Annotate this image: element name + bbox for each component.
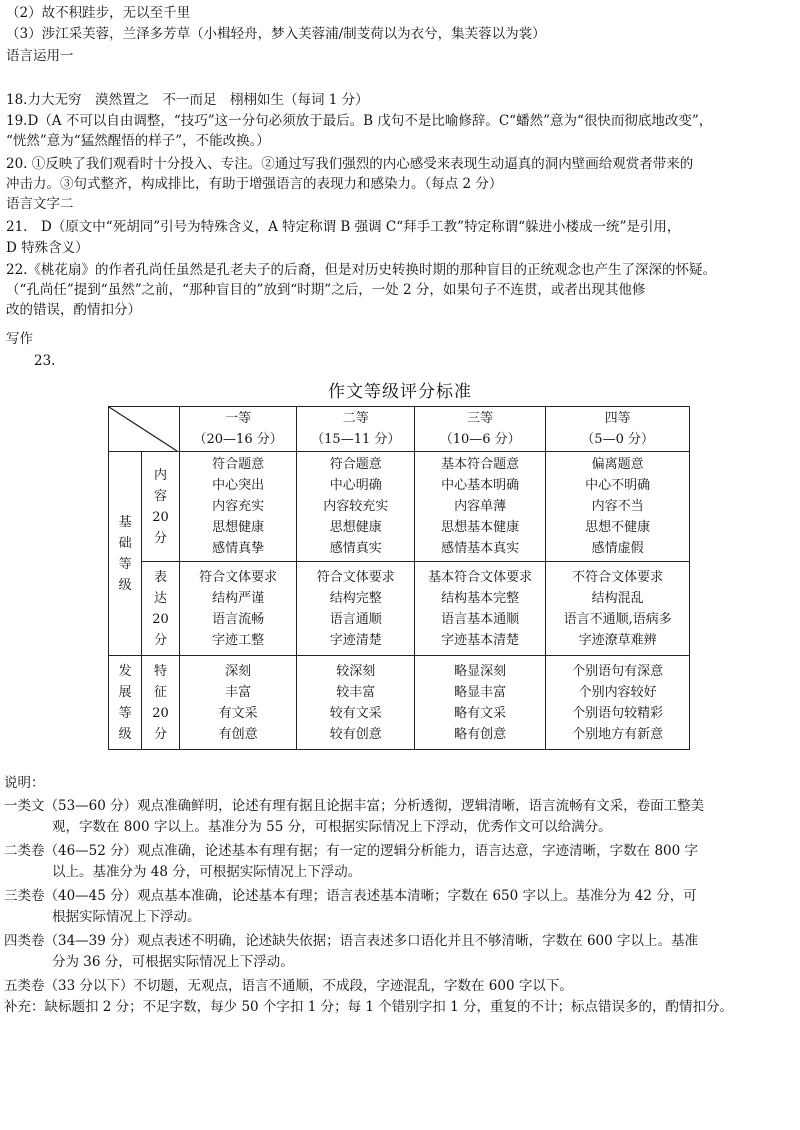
section-heading: 写作 xyxy=(6,331,33,347)
group-label-basic: 基 础 等 级 xyxy=(109,452,142,656)
section-heading: 语言文字二 xyxy=(6,196,74,212)
table-row-expression xyxy=(109,562,690,656)
answer-line: 改的错误，酌情扣分） xyxy=(6,302,141,318)
note-line: 三类卷（40—45 分）观点基本准确，论述基本有理；语言表述基本清晰；字数在 650 字以上。基准分为 42 分，可 xyxy=(4,888,697,904)
answer-line: D 特殊含义） xyxy=(6,240,89,256)
table-header-row xyxy=(109,407,690,452)
answer-line: （2）故不积跬步，无以至千里 xyxy=(6,5,191,21)
diagonal-header-cell xyxy=(109,407,180,452)
note-line: 补充：缺标题扣 2 分；不足字数，每少 50 个字扣 1 分；每 1 个错别字扣 1 分，重复的不计；标点错误多的，酌情扣分。 xyxy=(4,999,733,1015)
note-line: 分为 36 分，可根据实际情况上下浮动。 xyxy=(52,954,294,970)
table-cell: 符合题意 中心突出 内容充实 思想健康 感情真挚 xyxy=(179,452,297,562)
question-number: 23. xyxy=(34,353,56,369)
table-cell: 个别语句有深意 个别内容较好 个别语句较精彩 个别地方有新意 xyxy=(546,656,690,750)
grade-range: （5—0 分） xyxy=(581,432,654,447)
answer-line: 20. ①反映了我们观看时十分投入、专注。②通过写我们强烈的内心感受来表现生动逼真的洞内壁画给观赏者带来的 xyxy=(6,156,694,172)
notes-heading: 说明： xyxy=(4,775,45,791)
note-line: 根据实际情况上下浮动。 xyxy=(52,909,201,925)
grade-header xyxy=(546,407,690,452)
grade-name: 二等 xyxy=(342,411,369,426)
table-cell: 偏离题意 中心不明确 内容不当 思想不健康 感情虚假 xyxy=(546,452,690,562)
grade-name: 四等 xyxy=(604,411,631,426)
grade-range: （10—6 分） xyxy=(439,432,521,447)
grade-header xyxy=(179,407,297,452)
table-cell: 符合文体要求 结构完整 语言通顺 字迹清楚 xyxy=(297,562,415,656)
note-line: 四类卷（34—39 分）观点表述不明确，论述缺失依据；语言表述多口语化并且不够清晰，字数在 600 字以上。基准 xyxy=(4,933,698,949)
grade-range: （15—11 分） xyxy=(311,432,401,447)
answer-line: “恍然”意为“猛然醒悟的样子”，不能改换。） xyxy=(6,133,270,149)
grade-name: 三等 xyxy=(467,411,494,426)
table-cell: 较深刻 较丰富 较有文采 较有创意 xyxy=(297,656,415,750)
answer-line: （3）涉江采芙蓉，兰泽多芳草（小楫轻舟，梦入芙蓉浦/制芰荷以为衣兮，集芙蓉以为裳） xyxy=(6,26,546,42)
grade-header xyxy=(415,407,546,452)
answer-line: 18.力大无穷 漠然置之 不一而足 栩栩如生（每词 1 分） xyxy=(6,92,369,108)
table-row-content xyxy=(109,452,690,562)
answer-line: 19.D（A 不可以自由调整，“技巧”这一分句必须放于最后。B 戊句不是比喻修辞。C“蟠然”意为“很快而彻底地改变”， xyxy=(6,113,713,129)
diagonal-line xyxy=(109,407,177,451)
row-label-expression: 表 达 20 分 xyxy=(142,562,179,656)
grading-table xyxy=(108,406,690,750)
table-cell: 符合文体要求 结构严谨 语言流畅 字迹工整 xyxy=(179,562,297,656)
note-line: 以上。基准分为 48 分，可根据实际情况上下浮动。 xyxy=(52,864,362,880)
grade-range: （20—16 分） xyxy=(193,432,283,447)
table-cell: 符合题意 中心明确 内容较充实 思想健康 感情真实 xyxy=(297,452,415,562)
answer-line: 22.《桃花扇》的作者孔尚任虽然是孔老夫子的后裔，但是对历史转换时期的那种盲目的正统观念也产生了深深的怀疑。 xyxy=(6,262,716,278)
table-cell: 略显深刻 略显丰富 略有文采 略有创意 xyxy=(415,656,546,750)
answer-line: （“孔尚任”提到“虽然”之前，“那种盲目的”放到“时期”之后，一处 2 分，如果句子不连贯，或者出现其他修 xyxy=(6,282,646,298)
group-label-development: 发 展 等 级 xyxy=(109,656,142,750)
table-cell: 深刻 丰富 有文采 有创意 xyxy=(179,656,297,750)
row-label-content: 内 容 20 分 xyxy=(142,452,179,562)
note-line: 一类文（53—60 分）观点准确鲜明，论述有理有据且论据丰富；分析透彻，逻辑清晰，语言流畅有文采，卷面工整美 xyxy=(4,798,705,814)
note-line: 五类卷（33 分以下）不切题，无观点，语言不通顺，不成段，字迹混乱，字数在 600 字以下。 xyxy=(4,978,573,994)
note-line: 观，字数在 800 字以上。基准分为 55 分，可根据实际情况上下浮动，优秀作文可以给满分。 xyxy=(52,819,612,835)
row-label-features: 特 征 20 分 xyxy=(142,656,179,750)
table-title: 作文等级评分标准 xyxy=(328,382,472,402)
table-cell: 不符合文体要求 结构混乱 语言不通顺,语病多 字迹潦草难辨 xyxy=(546,562,690,656)
answer-line: 21. D（原文中“死胡同”引号为特殊含义，A 特定称谓 B 强调 C“拜手工教”特定称谓“躲进小楼成一统”是引用， xyxy=(6,219,681,235)
table-cell: 基本符合文体要求 结构基本完整 语言基本通顺 字迹基本清楚 xyxy=(415,562,546,656)
note-line: 二类卷（46—52 分）观点准确，论述基本有理有据；有一定的逻辑分析能力，语言达意，字迹清晰，字数在 800 字 xyxy=(4,843,698,859)
answer-line: 冲击力。③句式整齐，构成排比，有助于增强语言的表现力和感染力。（每点 2 分） xyxy=(6,176,503,192)
section-heading: 语言运用一 xyxy=(6,48,74,64)
grade-name: 一等 xyxy=(225,411,252,426)
table-cell: 基本符合题意 中心基本明确 内容单薄 思想基本健康 感情基本真实 xyxy=(415,452,546,562)
table-row-features xyxy=(109,656,690,750)
grade-header xyxy=(297,407,415,452)
scoring-notes xyxy=(4,773,790,1018)
